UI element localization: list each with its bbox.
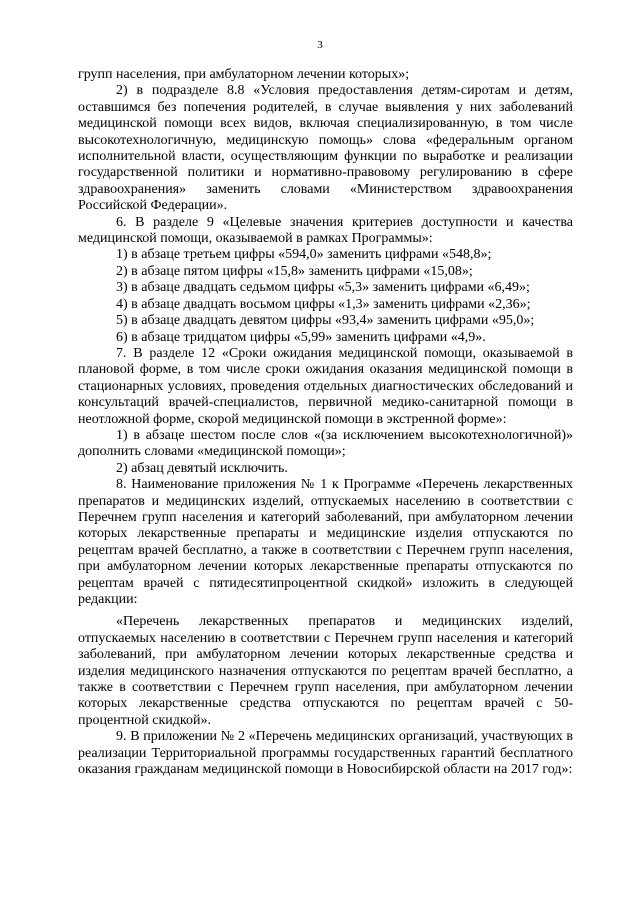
document-body xyxy=(78,67,573,778)
paragraph-6: 3) в абзаце двадцать седьмом цифры «5,3» заменить цифрами «6,49»; xyxy=(116,280,530,296)
paragraph-4: 1) в абзаце третьем цифры «594,0» заменить цифрами «548,8»; xyxy=(116,247,492,263)
paragraph-2: 2) в подразделе 8.8 «Условия предоставления детям-сиротам и детям, оставшимся без попечения родителей, в случае выявления у них заболеваний медицинской помощи всех видов, включая специализированную, в том числе высокотехнологичную, медицинскую помощь» слова «федеральным органом исполнительной власти, осуществляющим функции по выработке и реализации государственной политики и нормативно-правовому регулированию в сфере здравоохранения» заменить словами «Министерством здравоохранения Российской Федерации». xyxy=(78,83,573,214)
paragraph-13: 8. Наименование приложения № 1 к Программе «Перечень лекарственных препаратов и медицинских изделий, отпускаемых населению в соответствии с Перечнем групп населения и категорий заболеваний, при амбулаторном лечении которых лекарственные препараты и медицинские изделия отпускаются по рецептам врачей бесплатно, а также в соответствии с Перечнем групп населения, при амбулаторном лечении которых лекарственные препараты отпускаются по рецептам врачей с пятидесятипроцентной скидкой» изложить в следующей редакции: xyxy=(78,477,573,607)
paragraph-7: 4) в абзаце двадцать восьмом цифры «1,3» заменить цифрами «2,36»; xyxy=(116,296,531,312)
paragraph-5: 2) в абзаце пятом цифры «15,8» заменить цифрами «15,08»; xyxy=(116,263,473,279)
page-number: 3 xyxy=(317,39,323,51)
paragraph-8: 5) в абзаце двадцать девятом цифры «93,4» заменить цифрами «95,0»; xyxy=(116,313,535,329)
paragraph-1: групп населения, при амбулаторном лечении которых»; xyxy=(78,67,410,82)
paragraph-9: 6) в абзаце тридцатом цифры «5,99» заменить цифрами «4,9». xyxy=(116,329,486,345)
paragraph-11: 1) в абзаце шестом после слов «(за исключением высокотехнологичной)» дополнить словами «медицинской помощи»; xyxy=(78,427,573,460)
paragraph-12: 2) абзац девятый исключить. xyxy=(116,460,288,476)
paragraph-14: «Перечень лекарственных препаратов и медицинских изделий, отпускаемых населению в соответствии с Перечнем групп населения и категорий заболеваний, при амбулаторном лечении которых лекарственные средства и изделия медицинского назначения отпускаются по рецептам врачей бесплатно, а также в соответствии с Перечнем групп населения, при амбулаторном лечении которых лекарственные средства отпускаются по рецептам врачей с 50-процентной скидкой». xyxy=(78,614,573,728)
paragraph-3: 6. В разделе 9 «Целевые значения критериев доступности и качества медицинской помощи, оказываемой в рамках Программы»: xyxy=(78,214,573,247)
paragraph-10: 7. В разделе 12 «Сроки ожидания медицинской помощи, оказываемой в плановой форме, в том числе сроки ожидания оказания медицинской помощи в стационарных условиях, проведения отдельных диагностических обследований и консультаций врачей-специалистов, первичной медико-санитарной помощи в неотложной форме, скорой медицинской помощи в экстренной форме»: xyxy=(78,345,573,427)
paragraph-15: 9. В приложении № 2 «Перечень медицинских организаций, участвующих в реализации Территориальной программы государственных гарантий бесплатного оказания гражданам медицинской помощи в Новосибирской области на 2017 год»: xyxy=(78,729,573,778)
